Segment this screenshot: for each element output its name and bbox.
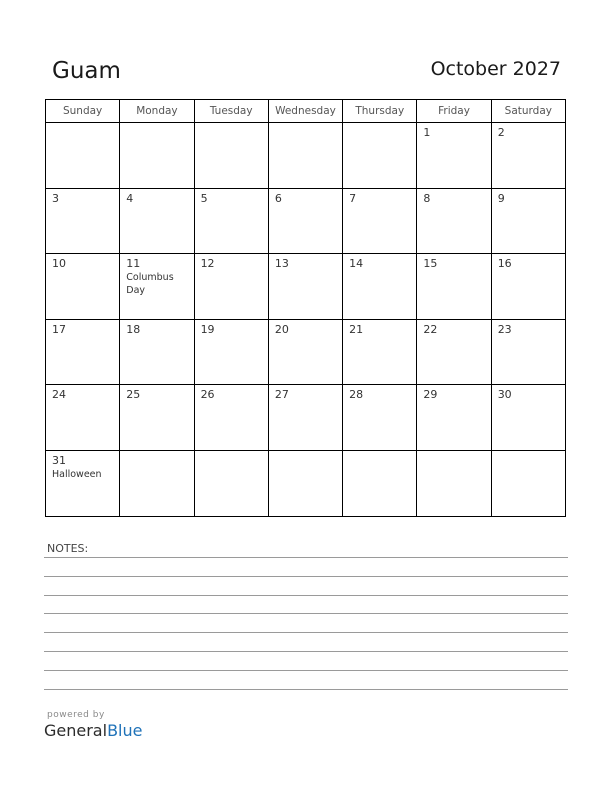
day-cell-content: [120, 320, 193, 336]
day-number: 26: [200, 388, 215, 402]
day-cell[interactable]: [343, 450, 417, 516]
day-cell-content: [269, 254, 342, 270]
week-row: [46, 254, 566, 320]
weekday-thursday: Thursday: [343, 100, 417, 123]
day-number: 2: [497, 126, 505, 139]
day-cell-content: [417, 123, 490, 139]
day-number: 25: [126, 388, 141, 402]
day-cell-content: [492, 254, 565, 270]
day-cell[interactable]: [268, 188, 342, 254]
day-cell-content: [417, 189, 490, 205]
day-cell[interactable]: [194, 319, 268, 385]
day-cell[interactable]: [417, 450, 491, 516]
day-cell-content: [269, 320, 342, 336]
day-cell-content: [343, 385, 416, 401]
day-cell-content: [120, 385, 193, 401]
notes-line: [44, 595, 568, 596]
day-cell[interactable]: [268, 450, 342, 516]
day-cell-content: [195, 123, 268, 126]
week-row: [46, 188, 566, 254]
brand-general-text: General: [44, 721, 108, 740]
weekday-friday: Friday: [417, 100, 491, 123]
day-cell[interactable]: [268, 319, 342, 385]
day-cell[interactable]: [120, 188, 194, 254]
day-cell[interactable]: [268, 123, 342, 189]
day-number: 13: [274, 257, 289, 271]
day-cell[interactable]: [46, 123, 120, 189]
day-cell-content: [46, 320, 119, 336]
day-cell-content: [120, 254, 193, 297]
day-cell-content: [343, 320, 416, 336]
notes-label: NOTES:: [47, 542, 89, 555]
day-cell[interactable]: [194, 123, 268, 189]
day-cell-content: [46, 189, 119, 205]
weekday-saturday: Saturday: [491, 100, 565, 123]
day-cell-content: [46, 451, 119, 481]
day-cell-content: [46, 123, 119, 126]
holiday-label: Halloween: [52, 468, 102, 480]
notes-line: [44, 576, 568, 577]
notes-line: [44, 689, 568, 690]
day-cell-content: [492, 189, 565, 205]
day-cell-content: [195, 189, 268, 205]
day-number: 22: [423, 322, 438, 336]
day-cell-content: [195, 254, 268, 270]
day-cell[interactable]: [417, 123, 491, 189]
day-number: 27: [274, 388, 289, 402]
day-cell[interactable]: [343, 188, 417, 254]
day-cell[interactable]: [268, 385, 342, 451]
day-cell[interactable]: [491, 385, 565, 451]
day-number: 4: [126, 191, 134, 205]
day-number: 14: [349, 257, 364, 271]
day-number: 9: [497, 191, 505, 205]
day-cell-content: [269, 189, 342, 205]
day-cell-content: [417, 385, 490, 401]
week-row: [46, 450, 566, 516]
day-number: 6: [274, 191, 282, 205]
day-number: 8: [423, 191, 431, 205]
day-cell[interactable]: [417, 385, 491, 451]
day-cell-content: [492, 320, 565, 336]
week-row: [46, 123, 566, 189]
notes-line: [44, 670, 568, 671]
day-number: 23: [497, 322, 512, 336]
day-cell[interactable]: [120, 123, 194, 189]
day-cell[interactable]: [46, 450, 120, 516]
notes-line: [44, 613, 568, 614]
day-cell[interactable]: [343, 385, 417, 451]
day-cell[interactable]: [491, 123, 565, 189]
day-cell-content: [120, 189, 193, 205]
day-number: 20: [274, 322, 289, 336]
brand-blue-text: Blue: [107, 721, 143, 740]
day-cell-content: [492, 123, 565, 139]
day-cell-content: [46, 385, 119, 401]
day-number: 29: [423, 388, 438, 402]
day-number: 21: [349, 322, 364, 336]
day-number: 15: [423, 257, 438, 271]
holiday-label: Columbus Day: [126, 272, 174, 297]
day-cell[interactable]: [491, 450, 565, 516]
day-cell[interactable]: [46, 385, 120, 451]
month-year-title: October 2027: [430, 58, 561, 80]
day-number: 28: [349, 388, 364, 402]
day-cell[interactable]: [343, 123, 417, 189]
day-cell-content: [269, 385, 342, 401]
day-cell[interactable]: [194, 385, 268, 451]
day-number: 11: [126, 257, 141, 271]
day-cell[interactable]: [491, 188, 565, 254]
powered-by-text: powered by: [47, 710, 105, 720]
day-number: 17: [52, 322, 66, 336]
day-number: 31: [52, 453, 66, 467]
day-cell[interactable]: [343, 254, 417, 320]
day-cell-content: [343, 189, 416, 205]
day-cell[interactable]: [194, 254, 268, 320]
day-cell[interactable]: [120, 319, 194, 385]
day-cell[interactable]: [343, 319, 417, 385]
day-cell-content: [46, 254, 119, 270]
day-number: 12: [200, 257, 215, 271]
day-cell[interactable]: [46, 254, 120, 320]
day-number: 3: [52, 191, 59, 205]
day-cell-content: [417, 254, 490, 270]
day-cell[interactable]: [194, 450, 268, 516]
generalblue-logo[interactable]: [44, 721, 142, 740]
day-number: 1: [423, 126, 431, 139]
day-cell[interactable]: [120, 254, 194, 320]
weekday-tuesday: Tuesday: [194, 100, 268, 123]
day-number: 7: [349, 191, 357, 205]
notes-line: [44, 557, 568, 558]
day-cell[interactable]: [120, 450, 194, 516]
day-number: 18: [126, 322, 141, 336]
weekday-monday: Monday: [120, 100, 194, 123]
day-cell-content: [120, 123, 193, 126]
day-cell-content: [195, 320, 268, 336]
weekday-sunday: Sunday: [46, 100, 120, 123]
day-number: 24: [52, 388, 66, 402]
day-cell[interactable]: [417, 319, 491, 385]
day-number: 19: [200, 322, 215, 336]
day-cell[interactable]: [120, 385, 194, 451]
calendar-grid: [45, 99, 566, 517]
day-cell-content: [120, 451, 193, 454]
day-cell[interactable]: [417, 254, 491, 320]
day-cell[interactable]: [491, 319, 565, 385]
day-cell[interactable]: [268, 254, 342, 320]
region-title: Guam: [52, 58, 121, 84]
day-number: 30: [497, 388, 512, 402]
day-cell[interactable]: [417, 188, 491, 254]
notes-line: [44, 651, 568, 652]
day-number: 10: [52, 257, 66, 271]
day-cell-content: [195, 385, 268, 401]
weekday-wednesday: Wednesday: [268, 100, 342, 123]
day-cell-content: [269, 451, 342, 454]
day-cell-content: [343, 451, 416, 454]
weekday-header-row: [46, 100, 566, 123]
week-row: [46, 385, 566, 451]
day-cell-content: [417, 320, 490, 336]
day-cell-content: [269, 123, 342, 126]
day-cell-content: [343, 123, 416, 126]
notes-line: [44, 632, 568, 633]
day-cell-content: [492, 385, 565, 401]
day-cell[interactable]: [46, 188, 120, 254]
day-cell-content: [195, 451, 268, 454]
day-cell-content: [417, 451, 490, 454]
day-cell-content: [492, 451, 565, 454]
day-number: 5: [200, 191, 208, 205]
week-row: [46, 319, 566, 385]
day-cell-content: [343, 254, 416, 270]
day-cell[interactable]: [194, 188, 268, 254]
day-cell[interactable]: [491, 254, 565, 320]
day-number: 16: [497, 257, 512, 271]
day-cell[interactable]: [46, 319, 120, 385]
